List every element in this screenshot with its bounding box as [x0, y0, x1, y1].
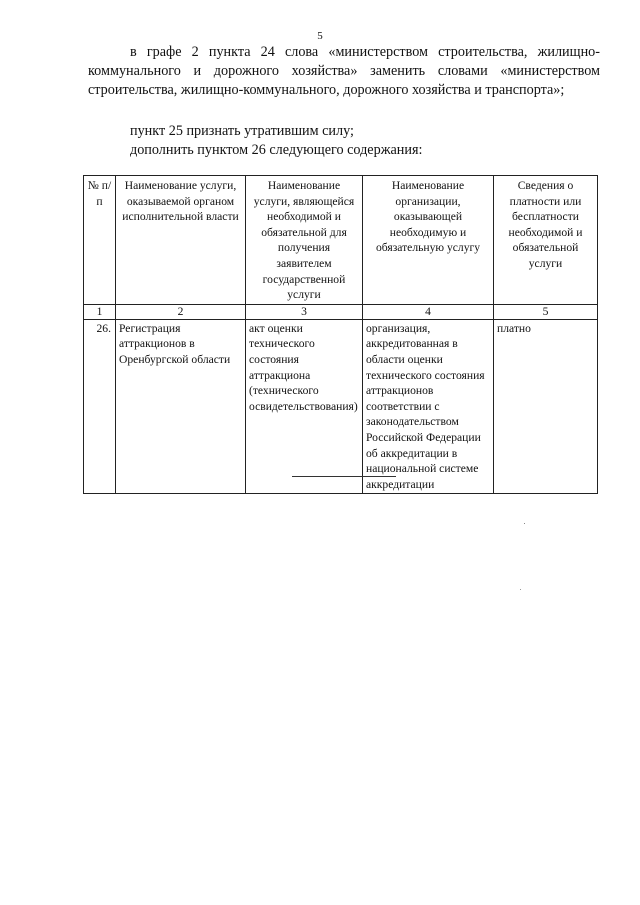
header-organization: Наименование организации, оказывающей необходимую и обязательную услугу [363, 176, 494, 305]
cell-required-service: акт оценки технического состояния аттракциона (технического освидетельствования) [246, 319, 363, 494]
paragraph-add-item: дополнить пунктом 26 следующего содержания: [130, 142, 423, 158]
scan-speck [524, 523, 525, 524]
closing-separator-line [292, 476, 396, 477]
paragraph-repeal-item: пункт 25 признать утратившим силу; [130, 123, 354, 139]
column-number: 1 [84, 304, 116, 319]
header-required-service: Наименование услуги, являющейся необходимой и обязательной для получения заявителем государственной услуги [246, 176, 363, 305]
cell-payment-info: платно [494, 319, 598, 494]
services-table [83, 175, 598, 494]
column-number: 3 [246, 304, 363, 319]
services-table-container [83, 175, 598, 494]
header-number: № п/п [84, 176, 116, 305]
cell-organization: организация, аккредитованная в области оценки технического состояния аттракционов соответствии с законодательством Российской Федерации об аккредитации в национальной системе аккредитации [363, 319, 494, 494]
column-number-row [84, 304, 598, 319]
paragraph-amend-column: в графе 2 пункта 24 слова «министерством строительства, жилищно-коммунального и дорожного хозяйства» заменить словами «министерством строительства, жилищно-коммунального, дорожного хозяйства и транспорта»; [88, 44, 600, 98]
cell-service-name: Регистрация аттракционов в Оренбургской области [116, 319, 246, 494]
page-number: 5 [317, 30, 323, 42]
column-number: 2 [116, 304, 246, 319]
cell-item-number: 26. [84, 319, 116, 494]
table-header-row [84, 176, 598, 305]
column-number: 5 [494, 304, 598, 319]
header-service-name: Наименование услуги, оказываемой органом исполнительной власти [116, 176, 246, 305]
table-row [84, 319, 598, 494]
column-number: 4 [363, 304, 494, 319]
scan-speck [520, 589, 521, 590]
header-payment-info: Сведения о платности или бесплатности необходимой и обязательной услуги [494, 176, 598, 305]
